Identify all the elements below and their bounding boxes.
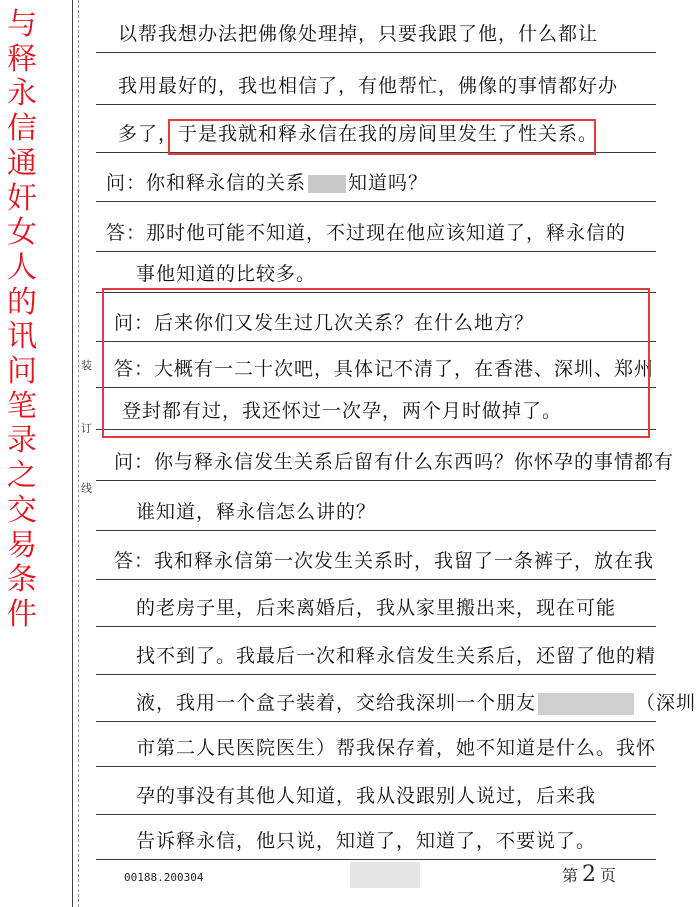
- binding-mark-ding: 订: [81, 422, 92, 435]
- line-text: 问：后来你们又发生过几次关系？在什么地方？: [114, 312, 535, 334]
- side-title-char: 笔: [7, 388, 37, 424]
- binding-line: [72, 0, 73, 907]
- page-number-value: 2: [582, 862, 597, 887]
- line-text: 答：那时他可能不知道，不过现在他应该知道了，释永信的: [106, 222, 627, 244]
- line-prefix: 多了，: [118, 123, 179, 145]
- line-text: 登封都有过，我还怀过一次孕，两个月时做掉了。: [122, 400, 563, 422]
- binding-mark-xian: 线: [81, 482, 92, 495]
- line-text: 以帮我想办法把佛像处理掉，只要我跟了他，什么都让: [118, 23, 599, 45]
- transcript-line: [96, 582, 656, 627]
- line-text: 事他知道的比较多。: [136, 263, 317, 285]
- binding-mark-zhuang: 装: [81, 359, 92, 372]
- line-text: 问：你与释永信发生关系后留有什么东西吗？你怀孕的事情都有: [114, 451, 675, 473]
- side-title-char: 件: [7, 596, 37, 632]
- line-text: 孕的事没有其他人知道，我从没跟别人说过，后来我: [136, 785, 597, 807]
- side-title-char: 信: [7, 111, 37, 147]
- side-title-char: 女: [7, 215, 37, 251]
- transcript-line: [96, 436, 675, 481]
- document-code: 00188.200304: [124, 871, 204, 884]
- line-text: 告诉释永信，他只说，知道了，知道了，不要说了。: [136, 830, 597, 852]
- transcript-line: [96, 630, 656, 675]
- page-suffix: 页: [600, 866, 617, 885]
- side-title-char: 易: [7, 527, 37, 563]
- side-title-char: 的: [7, 284, 37, 320]
- transcript-line: [96, 770, 656, 815]
- line-text: 我用最好的，我也相信了，有他帮忙，佛像的事情都好办: [118, 75, 619, 97]
- line-text: [106, 168, 428, 195]
- side-title-char: 通: [7, 145, 37, 181]
- redaction-box: [538, 693, 634, 715]
- highlight-box-sentence: [168, 119, 599, 155]
- line-text: 谁知道，释永信怎么讲的？: [136, 501, 377, 523]
- transcript-line: [96, 677, 697, 722]
- side-title-char: 问: [7, 354, 37, 390]
- side-title: [0, 0, 44, 907]
- side-title-char: 条: [7, 562, 37, 598]
- page-number: [562, 862, 616, 887]
- transcript-line: [96, 535, 656, 580]
- transcript-line: [96, 8, 656, 53]
- line-text: 答：大概有一二十次吧，具体记不清了，在香港、深圳、郑州: [114, 358, 655, 380]
- side-title-char: 永: [7, 76, 37, 112]
- transcript-line: [96, 60, 656, 105]
- highlighted-sentence: 于是我就和释永信在我的房间里发生了性关系。: [178, 123, 599, 145]
- side-title-char: 讯: [7, 319, 37, 355]
- transcript-line: [96, 815, 656, 860]
- question-text: 问：你和释永信的关系: [106, 172, 307, 194]
- line-text-end: （深圳: [636, 692, 697, 714]
- side-title-char: 奸: [7, 180, 37, 216]
- transcript-line: [96, 722, 656, 767]
- side-title-char: 人: [7, 249, 37, 285]
- line-text-start: 液，我用一个盒子装着，交给我深圳一个朋友: [136, 692, 537, 714]
- side-title-char: 释: [7, 41, 37, 77]
- side-title-char: 交: [7, 492, 37, 528]
- transcript-line: [96, 207, 656, 252]
- side-title-char: 与: [7, 7, 37, 42]
- watermark-redaction: [350, 862, 420, 888]
- line-text: 答：我和释永信第一次发生关系时，我留了一条裤子，放在我: [114, 550, 655, 572]
- transcript-line: [96, 157, 656, 202]
- line-text: [136, 688, 696, 715]
- side-title-char: 之: [7, 458, 37, 494]
- transcript-line: [96, 248, 656, 293]
- line-text: 市第二人民医院医生）帮我保存着，她不知道是什么。我怀: [136, 737, 657, 759]
- line-text: 找不到了。我最后一次和释永信发生关系后，还留了他的精: [136, 645, 657, 667]
- transcript-page: [96, 0, 697, 907]
- highlight-box-paragraph: [102, 288, 650, 438]
- page-prefix: 第: [562, 866, 579, 885]
- redaction-box: [308, 175, 346, 193]
- transcript-line: [96, 486, 656, 531]
- binding-dotted-line: [78, 0, 79, 907]
- side-title-char: 录: [7, 423, 37, 459]
- line-text: 的老房子里，后来离婚后，我从家里搬出来，现在可能: [136, 597, 617, 619]
- question-text-end: 知道吗？: [348, 172, 429, 194]
